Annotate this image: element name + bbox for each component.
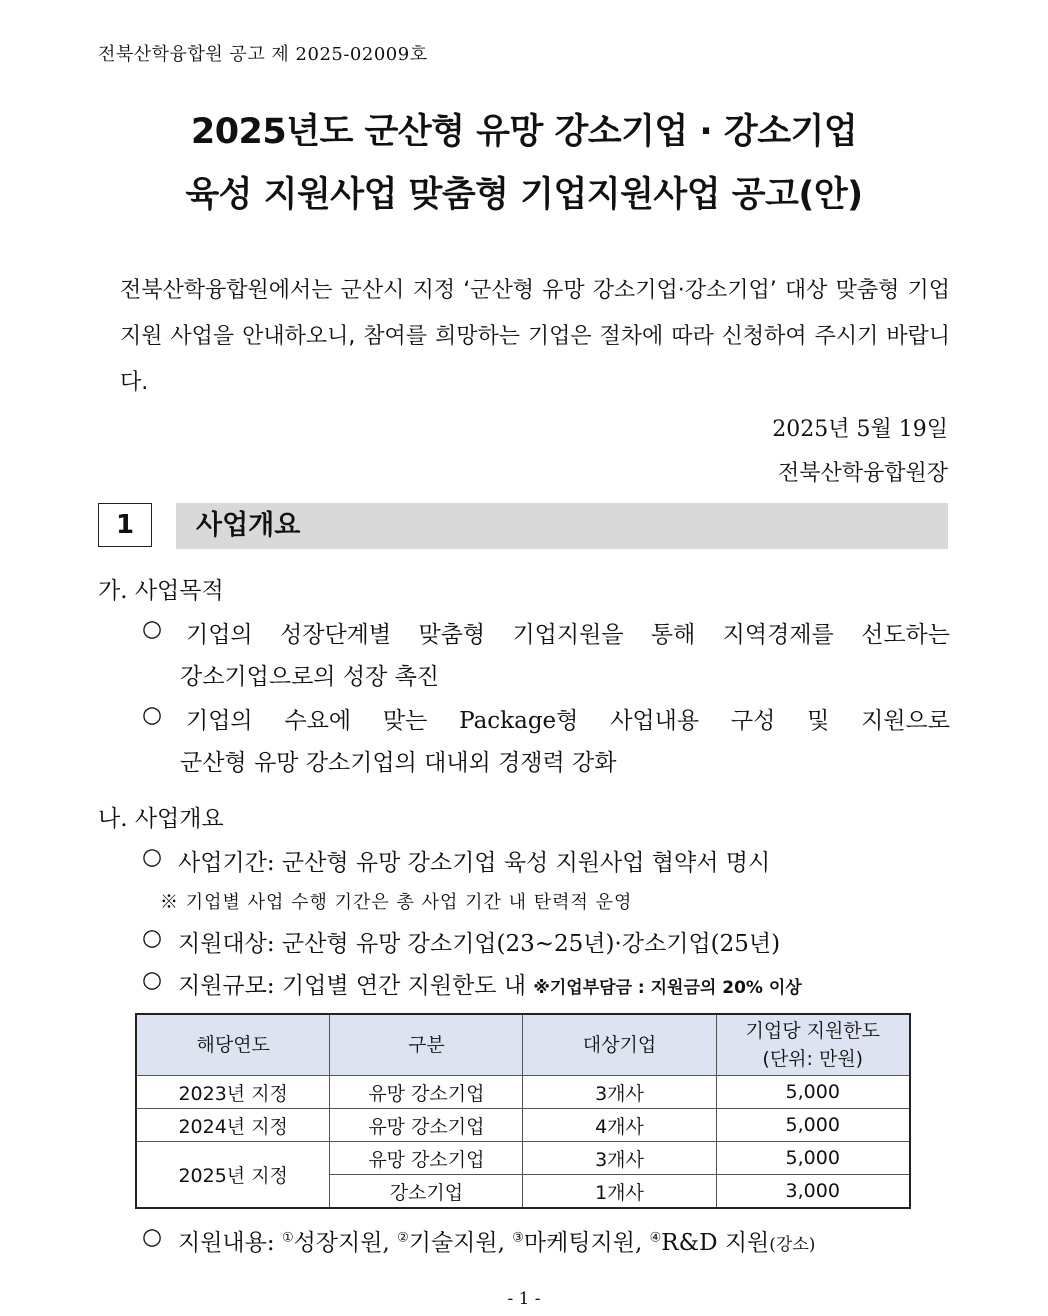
page-number: - 1 -	[507, 1289, 541, 1309]
cell-limit: 5,000	[716, 1142, 910, 1175]
bullet-symbol: ○	[142, 616, 163, 642]
notice-number: 전북산학융합원 공고 제 2025-02009호	[98, 44, 428, 65]
content-mark-3: ③	[512, 1230, 524, 1246]
bullet-symbol: ○	[142, 1224, 163, 1250]
period-note: ※ 기업별 사업 수행 기간은 총 사업 기간 내 탄력적 운영	[160, 892, 633, 913]
intro-paragraph: 전북산학융합원에서는 군산시 지정 ‘군산형 유망 강소기업·강소기업’ 대상 맞춤형 기업 지원 사업을 안내하오니, 참여를 희망하는 기업은 절차에 따라 신청하여 주시기 바랍니다.	[120, 278, 950, 395]
cell-count: 1개사	[523, 1175, 716, 1209]
cell-year: 2023년 지정	[136, 1076, 330, 1109]
cell-year: 2025년 지정	[136, 1142, 330, 1209]
cell-type: 유망 강소기업	[330, 1076, 523, 1109]
announcement-date: 2025년 5월 19일	[772, 417, 948, 442]
purpose-item-1-line1: 기업의 성장단계별 맞춤형 기업지원을 통해 지역경제를 선도하는	[186, 622, 950, 648]
content-mark-2: ②	[397, 1230, 409, 1246]
table-row	[136, 1109, 910, 1142]
purpose-item-2-line2: 군산형 유망 강소기업의 대내외 경쟁력 강화	[180, 750, 617, 776]
overview-heading: 나. 사업개요	[98, 806, 224, 832]
scale-note: ※기업부담금 : 지원금의 20% 이상	[533, 978, 802, 998]
content-mark-1: ①	[281, 1230, 294, 1246]
content-item-3: 마케팅지원,	[523, 1230, 643, 1256]
purpose-item-2-line1: 기업의 수요에 맞는 Package형 사업내용 구성 및 지원으로	[186, 708, 950, 734]
bullet-symbol: ○	[142, 844, 163, 870]
document-title-line2: 육성 지원사업 맞춤형 기업지원사업 공고(안)	[185, 175, 863, 215]
overview-scale	[178, 967, 802, 1000]
cell-count: 3개사	[523, 1142, 716, 1175]
cell-year: 2024년 지정	[136, 1109, 330, 1142]
table-header: 대상기업	[523, 1014, 716, 1076]
content-mark-4: ④	[649, 1230, 662, 1246]
cell-limit: 5,000	[716, 1109, 910, 1142]
support-limit-table	[135, 1013, 911, 1209]
overview-content	[178, 1224, 815, 1257]
cell-limit: 5,000	[716, 1076, 910, 1109]
cell-type: 유망 강소기업	[330, 1142, 523, 1175]
content-item-1: 성장지원,	[293, 1230, 390, 1256]
purpose-item-1-line2: 강소기업으로의 성장 촉진	[180, 664, 440, 690]
cell-count: 3개사	[523, 1076, 716, 1109]
bullet-symbol: ○	[142, 925, 163, 951]
table-row	[136, 1142, 910, 1175]
purpose-heading: 가. 사업목적	[98, 578, 224, 604]
cell-count: 4개사	[523, 1109, 716, 1142]
bullet-symbol: ○	[142, 967, 163, 993]
cell-type: 강소기업	[330, 1175, 523, 1209]
document-title-line1: 2025년도 군산형 유망 강소기업 · 강소기업	[190, 112, 858, 152]
content-suffix: (강소)	[769, 1235, 816, 1255]
table-header: 구분	[330, 1014, 523, 1076]
table-header: 해당연도	[136, 1014, 330, 1076]
table-header-limit: 기업당 지원한도	[745, 1020, 881, 1042]
table-header	[716, 1014, 910, 1076]
bullet-symbol: ○	[142, 702, 163, 728]
table-header-unit: (단위: 만원)	[762, 1048, 864, 1070]
content-item-4: R&D 지원	[661, 1230, 770, 1256]
table-row	[136, 1076, 910, 1109]
table-header-row	[136, 1014, 910, 1076]
signer: 전북산학융합원장	[777, 461, 948, 486]
cell-type: 유망 강소기업	[330, 1109, 523, 1142]
content-prefix: 지원내용:	[178, 1230, 275, 1256]
content-item-2: 기술지원,	[408, 1230, 505, 1256]
cell-limit: 3,000	[716, 1175, 910, 1209]
overview-target: 지원대상: 군산형 유망 강소기업(23~25년)·강소기업(25년)	[178, 931, 781, 957]
section-number: 1	[98, 503, 152, 547]
section-title: 사업개요	[196, 510, 301, 541]
overview-period: 사업기간: 군산형 유망 강소기업 육성 지원사업 협약서 명시	[178, 850, 771, 876]
overview-scale-text: 지원규모: 기업별 연간 지원한도 내	[178, 973, 527, 999]
